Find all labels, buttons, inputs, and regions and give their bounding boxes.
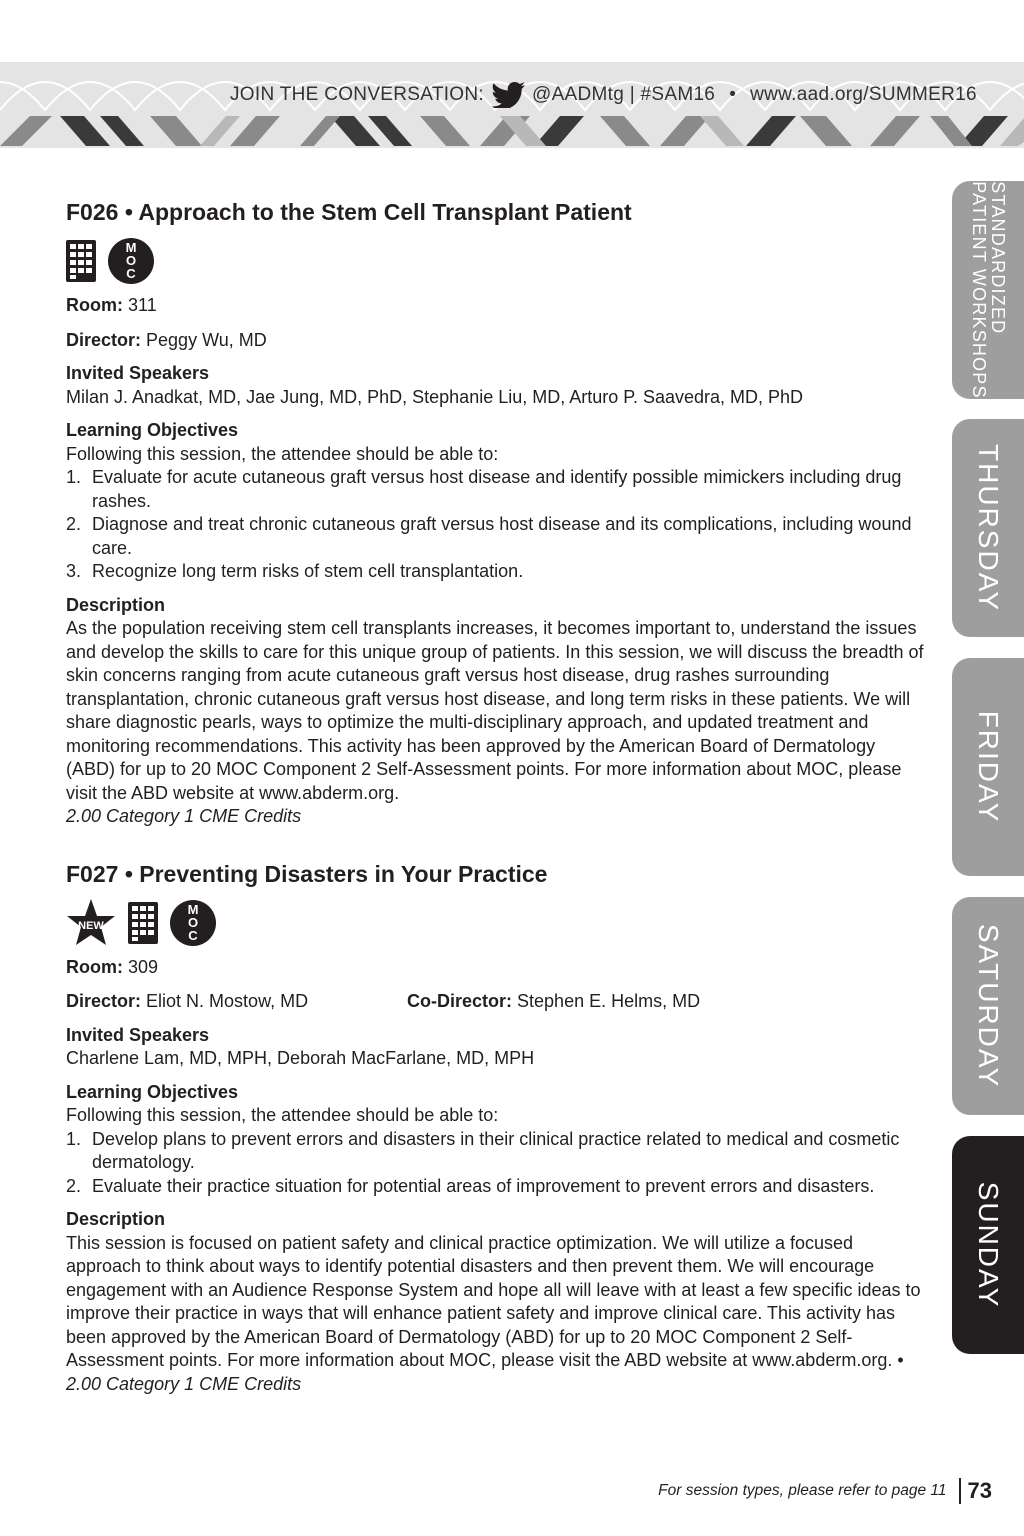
twitter-bird-icon bbox=[490, 82, 526, 108]
tab-label: SATURDAY bbox=[973, 923, 1004, 1089]
director-value: Peggy Wu, MD bbox=[146, 329, 267, 350]
tab-label: FRIDAY bbox=[973, 710, 1004, 824]
codirector-label: Co-Director: bbox=[407, 991, 513, 1011]
moc-letter-o: O bbox=[187, 914, 199, 930]
moc-letter-c: C bbox=[188, 927, 198, 943]
room-line bbox=[66, 956, 926, 980]
tab-label: THURSDAY bbox=[973, 444, 1004, 612]
description-heading: Description bbox=[66, 1209, 166, 1229]
director-row bbox=[66, 990, 926, 1014]
objectives-heading: Learning Objectives bbox=[66, 1081, 239, 1102]
invited-speakers bbox=[66, 1024, 926, 1071]
cme-credits: 2.00 Category 1 CME Credits bbox=[66, 1373, 302, 1394]
invited-speakers bbox=[66, 362, 926, 409]
footer-divider bbox=[959, 1478, 961, 1504]
description-heading: Description bbox=[66, 594, 166, 615]
bullet-separator: • bbox=[729, 84, 737, 105]
session-description bbox=[66, 594, 926, 829]
event-url[interactable]: www.aad.org/SUMMER16 bbox=[750, 84, 977, 105]
session-listing bbox=[66, 196, 926, 1396]
session-f026 bbox=[66, 196, 926, 829]
tab-friday[interactable] bbox=[952, 658, 1024, 876]
description-text: As the population receiving stem cell transplants increases, it becomes important to, understand the issues and develop the skills to care for this unique group of patients. In this session, we will discuss the breadth of skin concerns ranging from acute cutaneous graft versus host disease, drug rashes surrounding transplantation, chronic cutaneous graft versus host disease, and long term risks in these patients. We will share diagnostic pearls, ways to optimize the multi-disciplinary approach, and updated treatment and monitoring recommendations. This activity has been approved by the American Board of Dermatology (ABD) for up to 20 MOC Component 2 Self-Assessment points. For more information about MOC, please visit the ABD website at www.abderm.org. bbox=[66, 618, 924, 803]
new-star-icon bbox=[66, 898, 116, 948]
social-handles: @AADMtg | #SAM16 bbox=[531, 84, 716, 105]
room-label: Room: bbox=[66, 956, 123, 977]
room-value: 311 bbox=[128, 295, 157, 315]
speakers-list: Charlene Lam, MD, MPH, Deborah MacFarlane, MD, MPH bbox=[66, 1048, 535, 1068]
tab-label: STANDARDIZED PATIENT WORKSHOPS bbox=[969, 181, 1008, 399]
session-title: F026 • Approach to the Stem Cell Transplant Patient bbox=[66, 199, 632, 225]
director-line bbox=[66, 329, 926, 353]
objectives-intro: Following this session, the attendee should be able to: bbox=[66, 1105, 499, 1125]
moc-icon bbox=[170, 900, 216, 946]
objective-item: 1. Develop plans to prevent errors and disasters in their clinical practice related to medical and cosmetic dermatology. bbox=[66, 1128, 900, 1172]
moc-letter-m: M bbox=[187, 901, 199, 917]
tab-standardized-patient-workshops[interactable] bbox=[952, 181, 1024, 399]
session-title: F027 • Preventing Disasters in Your Practice bbox=[66, 860, 548, 887]
session-icons bbox=[66, 898, 926, 948]
objective-item: 3. Recognize long term risks of stem cell transplantation. bbox=[66, 561, 524, 581]
join-text: JOIN THE CONVERSATION: bbox=[230, 84, 484, 105]
objective-item: 2. Diagnose and treat chronic cutaneous graft versus host disease and its complications, including wound care. bbox=[66, 514, 912, 558]
objectives-list bbox=[66, 1128, 926, 1199]
conversation-line bbox=[230, 82, 977, 108]
learning-objectives bbox=[66, 1081, 926, 1199]
speakers-list: Milan J. Anadkat, MD, Jae Jung, MD, PhD, Stephanie Liu, MD, Arturo P. Saavedra, MD, PhD bbox=[66, 386, 804, 407]
page-number: 73 bbox=[967, 1478, 992, 1503]
director-label: Director: bbox=[66, 991, 142, 1011]
tab-sunday[interactable] bbox=[952, 1136, 1024, 1354]
objectives-intro: Following this session, the attendee should be able to: bbox=[66, 443, 499, 464]
learning-objectives bbox=[66, 419, 926, 584]
objectives-list bbox=[66, 466, 926, 584]
tab-label: SUNDAY bbox=[973, 1181, 1004, 1309]
room-line bbox=[66, 294, 926, 318]
director-label: Director: bbox=[66, 329, 142, 350]
session-types-note: For session types, please refer to page 11 bbox=[658, 1482, 947, 1499]
moc-letter-c: C bbox=[126, 266, 136, 281]
session-f027 bbox=[66, 858, 926, 1397]
tab-saturday[interactable] bbox=[952, 897, 1024, 1115]
moc-letter-m: M bbox=[125, 240, 137, 255]
page-footer bbox=[658, 1478, 992, 1504]
room-value: 309 bbox=[128, 956, 159, 977]
clicker-icon bbox=[128, 902, 158, 944]
cme-credits: 2.00 Category 1 CME Credits bbox=[66, 806, 302, 826]
banner-zigzag-pattern bbox=[0, 112, 1024, 148]
director-value: Eliot N. Mostow, MD bbox=[146, 991, 309, 1011]
session-icons bbox=[66, 236, 926, 286]
moc-icon bbox=[108, 238, 154, 284]
description-text: This session is focused on patient safety and clinical practice optimization. We will utilize a focused approach to think about ways to identify potential disasters and then prevent them. We will encourage engagement with an Audience Response System and hope all will leave with at least a few specific ideas to improve their practice in ways that will enhance patient safety and improve clinical care. This activity has been approved by the American Board of Dermatology (ABD) for up to 20 MOC Component 2 Self-Assessment points. For more information about MOC, please visit the ABD website at www.abderm.org. • 2.00 Category 1 CME Credits bbox=[66, 1232, 921, 1394]
codirector-value: Stephen E. Helms, MD bbox=[517, 991, 701, 1011]
clicker-icon bbox=[66, 240, 96, 282]
codirector-line bbox=[407, 990, 700, 1014]
session-description bbox=[66, 1208, 926, 1396]
speakers-heading: Invited Speakers bbox=[66, 363, 210, 383]
objectives-heading: Learning Objectives bbox=[66, 420, 239, 440]
new-badge-text: NEW bbox=[78, 919, 104, 932]
director-line bbox=[66, 990, 407, 1014]
speakers-heading: Invited Speakers bbox=[66, 1024, 210, 1045]
room-label: Room: bbox=[66, 295, 123, 315]
objective-item: 2. Evaluate their practice situation for potential areas of improvement to prevent errors and disasters. bbox=[66, 1175, 875, 1196]
tab-thursday[interactable] bbox=[952, 419, 1024, 637]
objective-item: 1. Evaluate for acute cutaneous graft versus host disease and identify possible mimickers including drug rashes. bbox=[66, 467, 902, 511]
moc-letter-o: O bbox=[125, 253, 137, 268]
